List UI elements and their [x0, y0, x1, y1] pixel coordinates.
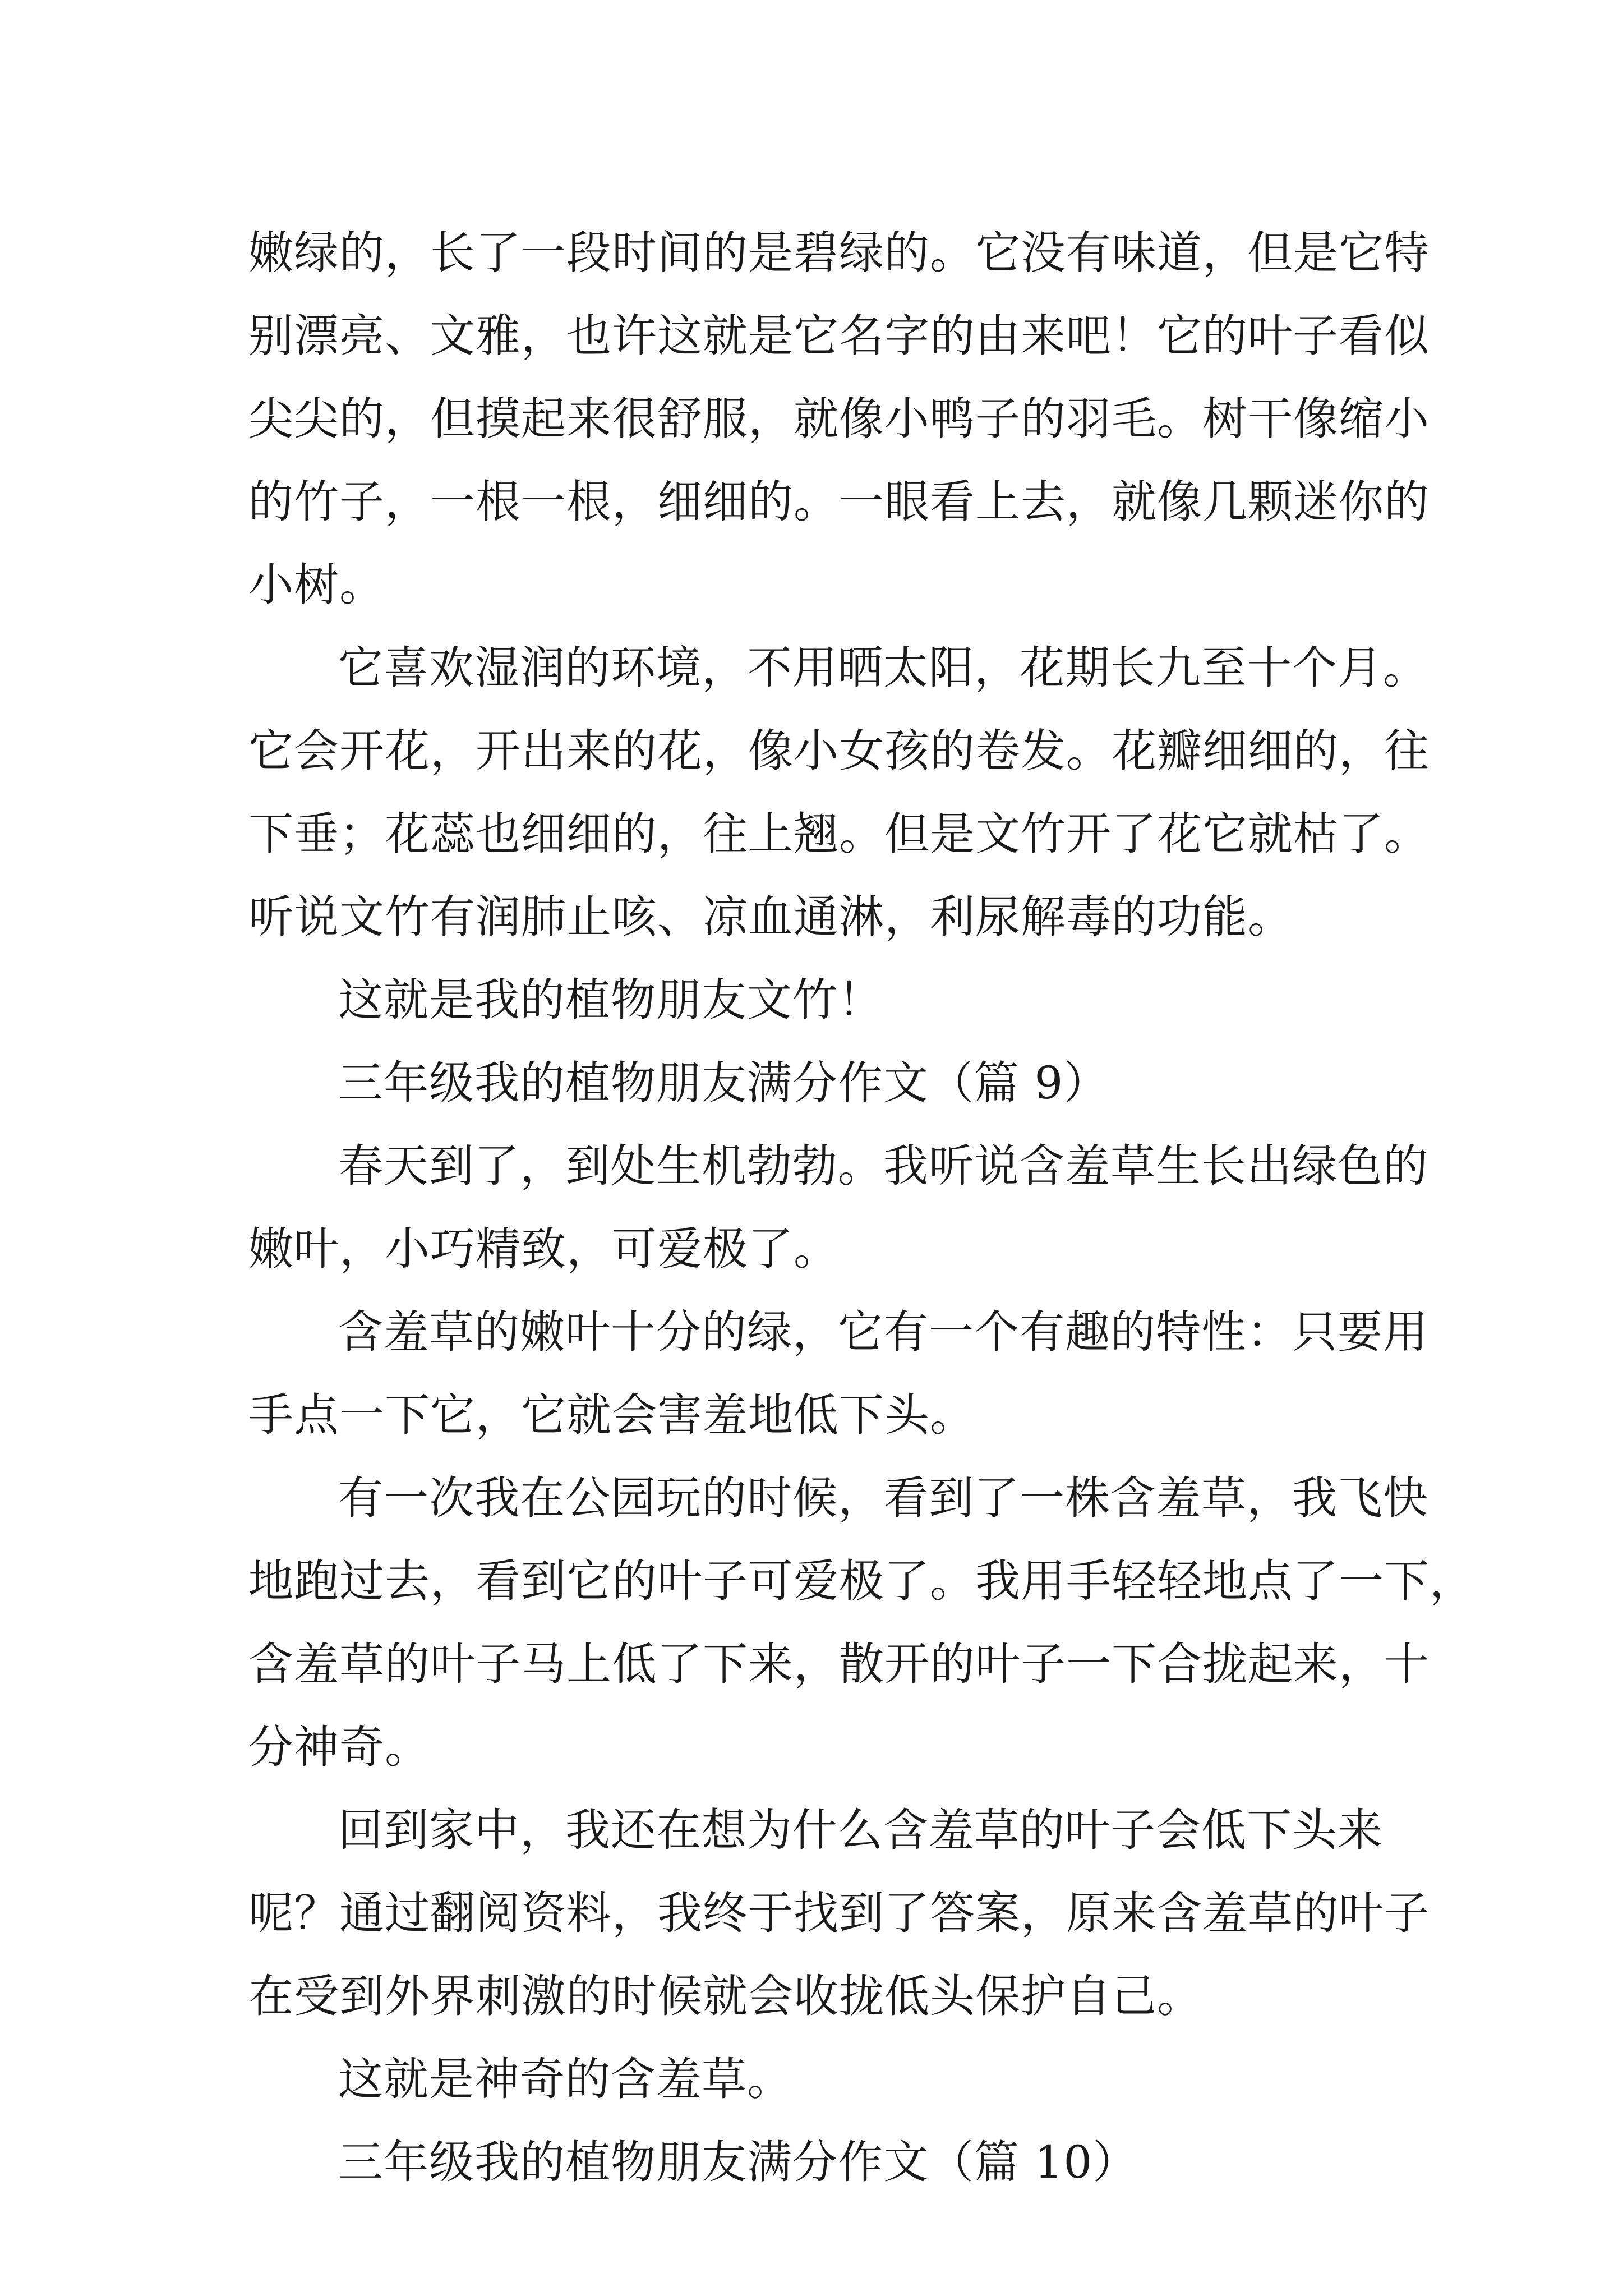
paragraph-start-line: 含羞草的嫩叶十分的绿，它有一个有趣的特性：只要用	[338, 1306, 1428, 1358]
text-line: 地跑过去，看到它的叶子可爱极了。我用手轻轻地点了一下，	[248, 1555, 1475, 1607]
text-line: 嫩绿的，长了一段时间的是碧绿的。它没有味道，但是它特	[248, 227, 1430, 279]
paragraph-start-line: 回到家中，我还在想为什么含羞草的叶子会低下头来	[338, 1804, 1383, 1856]
section-heading: 三年级我的植物朋友满分作文（篇 10）	[338, 2136, 1138, 2188]
text-line: 的竹子，一根一根，细细的。一眼看上去，就像几颗迷你的	[248, 476, 1430, 528]
text-line: 小树。	[248, 559, 385, 611]
text-line: 尖尖的，但摸起来很舒服，就像小鸭子的羽毛。树干像缩小	[248, 393, 1430, 445]
document-body	[248, 211, 1475, 2204]
text-line: 分神奇。	[248, 1721, 430, 1773]
section-heading: 三年级我的植物朋友满分作文（篇 9）	[338, 1057, 1109, 1109]
paragraph-start-line: 春天到了，到处生机勃勃。我听说含羞草生长出绿色的	[338, 1140, 1428, 1192]
text-line: 下垂；花蕊也细细的，往上翘。但是文竹开了花它就枯了。	[248, 808, 1430, 860]
text-line: 嫩叶，小巧精致，可爱极了。	[248, 1223, 839, 1275]
paragraph-start-line: 它喜欢湿润的环境，不用晒太阳，花期长九至十个月。	[338, 642, 1428, 694]
paragraph-start-line: 这就是神奇的含羞草。	[338, 2053, 792, 2105]
text-line: 手点一下它，它就会害羞地低下头。	[248, 1389, 975, 1441]
text-line: 别漂亮、文雅，也许这就是它名字的由来吧！它的叶子看似	[248, 310, 1430, 362]
paragraph-start-line: 有一次我在公园玩的时候，看到了一株含羞草，我飞快	[338, 1472, 1428, 1524]
text-line: 呢？通过翻阅资料，我终于找到了答案，原来含羞草的叶子	[248, 1887, 1430, 1939]
text-line: 听说文竹有润肺止咳、凉血通淋，利尿解毒的功能。	[248, 891, 1293, 943]
text-line: 它会开花，开出来的花，像小女孩的卷发。花瓣细细的，往	[248, 725, 1430, 777]
paragraph-start-line: 这就是我的植物朋友文竹！	[338, 974, 883, 1026]
text-line: 在受到外界刺激的时候就会收拢低头保护自己。	[248, 1970, 1202, 2022]
text-line: 含羞草的叶子马上低了下来，散开的叶子一下合拢起来，十	[248, 1638, 1430, 1690]
